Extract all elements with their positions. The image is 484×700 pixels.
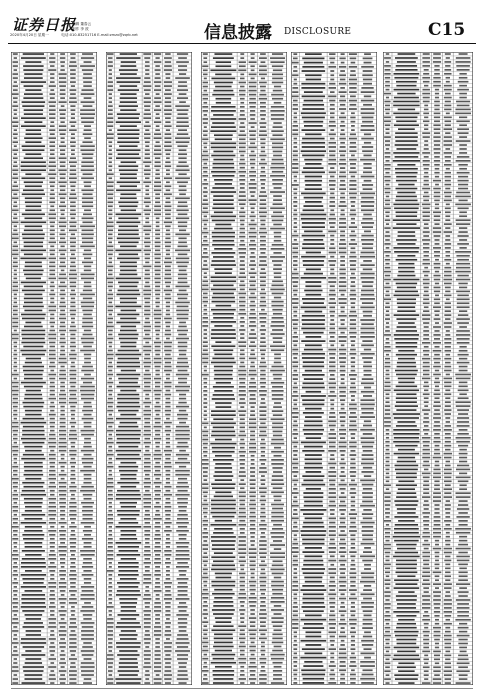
newspaper-logo: 证券日报 [12, 16, 77, 34]
page-number: C15 [428, 20, 466, 40]
section-title: 信息披露 [204, 23, 272, 43]
table-grid [201, 52, 287, 685]
table-column-2 [106, 52, 192, 685]
footer-rule [11, 688, 473, 689]
table-grid [11, 52, 97, 685]
section-title-en: DISCLOSURE [284, 27, 352, 37]
disclosure-tables [11, 52, 473, 685]
issue-meta [10, 33, 138, 38]
editor-line: 制作 李 波 [72, 27, 89, 31]
table-column-4 [291, 52, 377, 685]
table-column-3 [201, 52, 287, 685]
table-grid [291, 52, 377, 685]
editor-line: 编辑 董春云 [72, 22, 92, 26]
table-column-5 [383, 52, 473, 685]
contact-line: 电话:010-83251716 E-mail:zmzx@zqrb.net [61, 33, 138, 37]
issue-date: 2020年4月20日 星期一 [10, 33, 49, 37]
table-column-1 [11, 52, 97, 685]
editor-credits [72, 22, 91, 32]
table-grid [383, 52, 473, 685]
masthead-rule [8, 43, 476, 44]
table-grid [106, 52, 192, 685]
masthead [0, 0, 484, 52]
